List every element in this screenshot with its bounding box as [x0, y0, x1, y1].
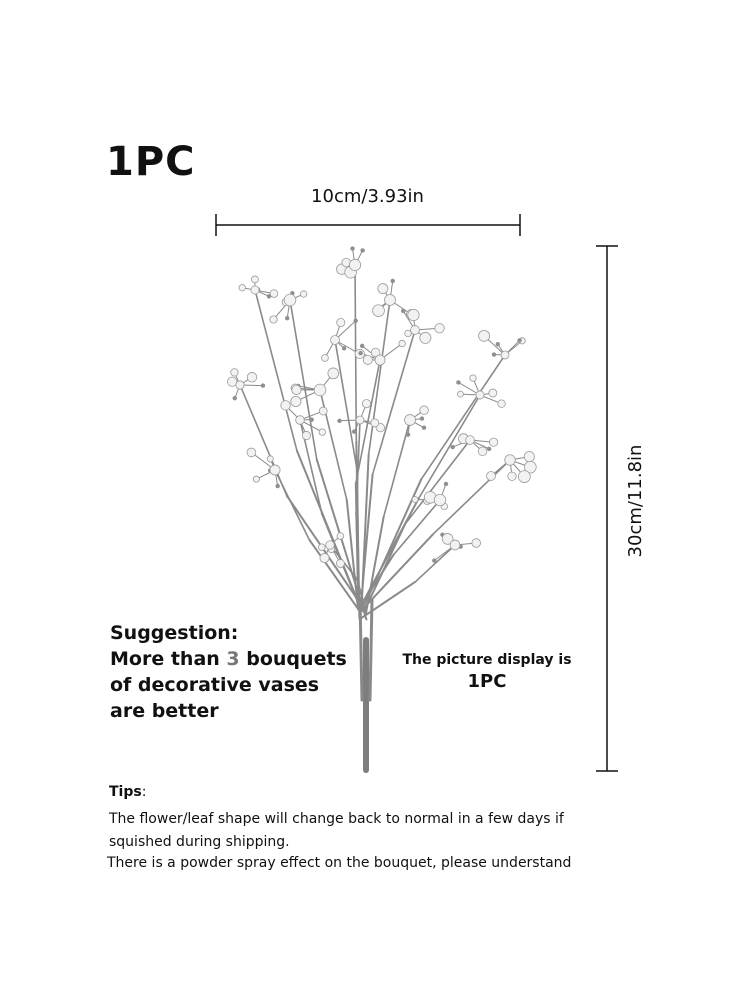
tip-shape-recovery: The flower/leaf shape will change back to normal in a few days if squished during shipping. [109, 811, 564, 850]
tip-powder-spray: There is a powder spray effect on the bouquet, please understand [107, 855, 572, 871]
suggestion-line-2: More than 3 bouquets [110, 648, 347, 670]
display-note-line-2: 1PC [467, 671, 507, 692]
display-note [392, 650, 582, 694]
suggestion-block [110, 620, 347, 724]
bouquet-blossoms [228, 246, 537, 567]
suggestion-line-3: of decorative vases [110, 674, 320, 696]
quantity-title: 1PC [106, 139, 196, 185]
suggestion-line-4: are better [110, 700, 219, 722]
display-note-line-1: The picture display is [402, 652, 572, 668]
height-dimension-label: 30cm/11.8in [625, 444, 646, 558]
suggestion-heading: Suggestion: [110, 622, 239, 644]
bouquet-count: 3 [226, 648, 240, 670]
width-dimension-label: 10cm/3.93in [311, 186, 424, 207]
tips-heading: Tips: [109, 784, 147, 800]
